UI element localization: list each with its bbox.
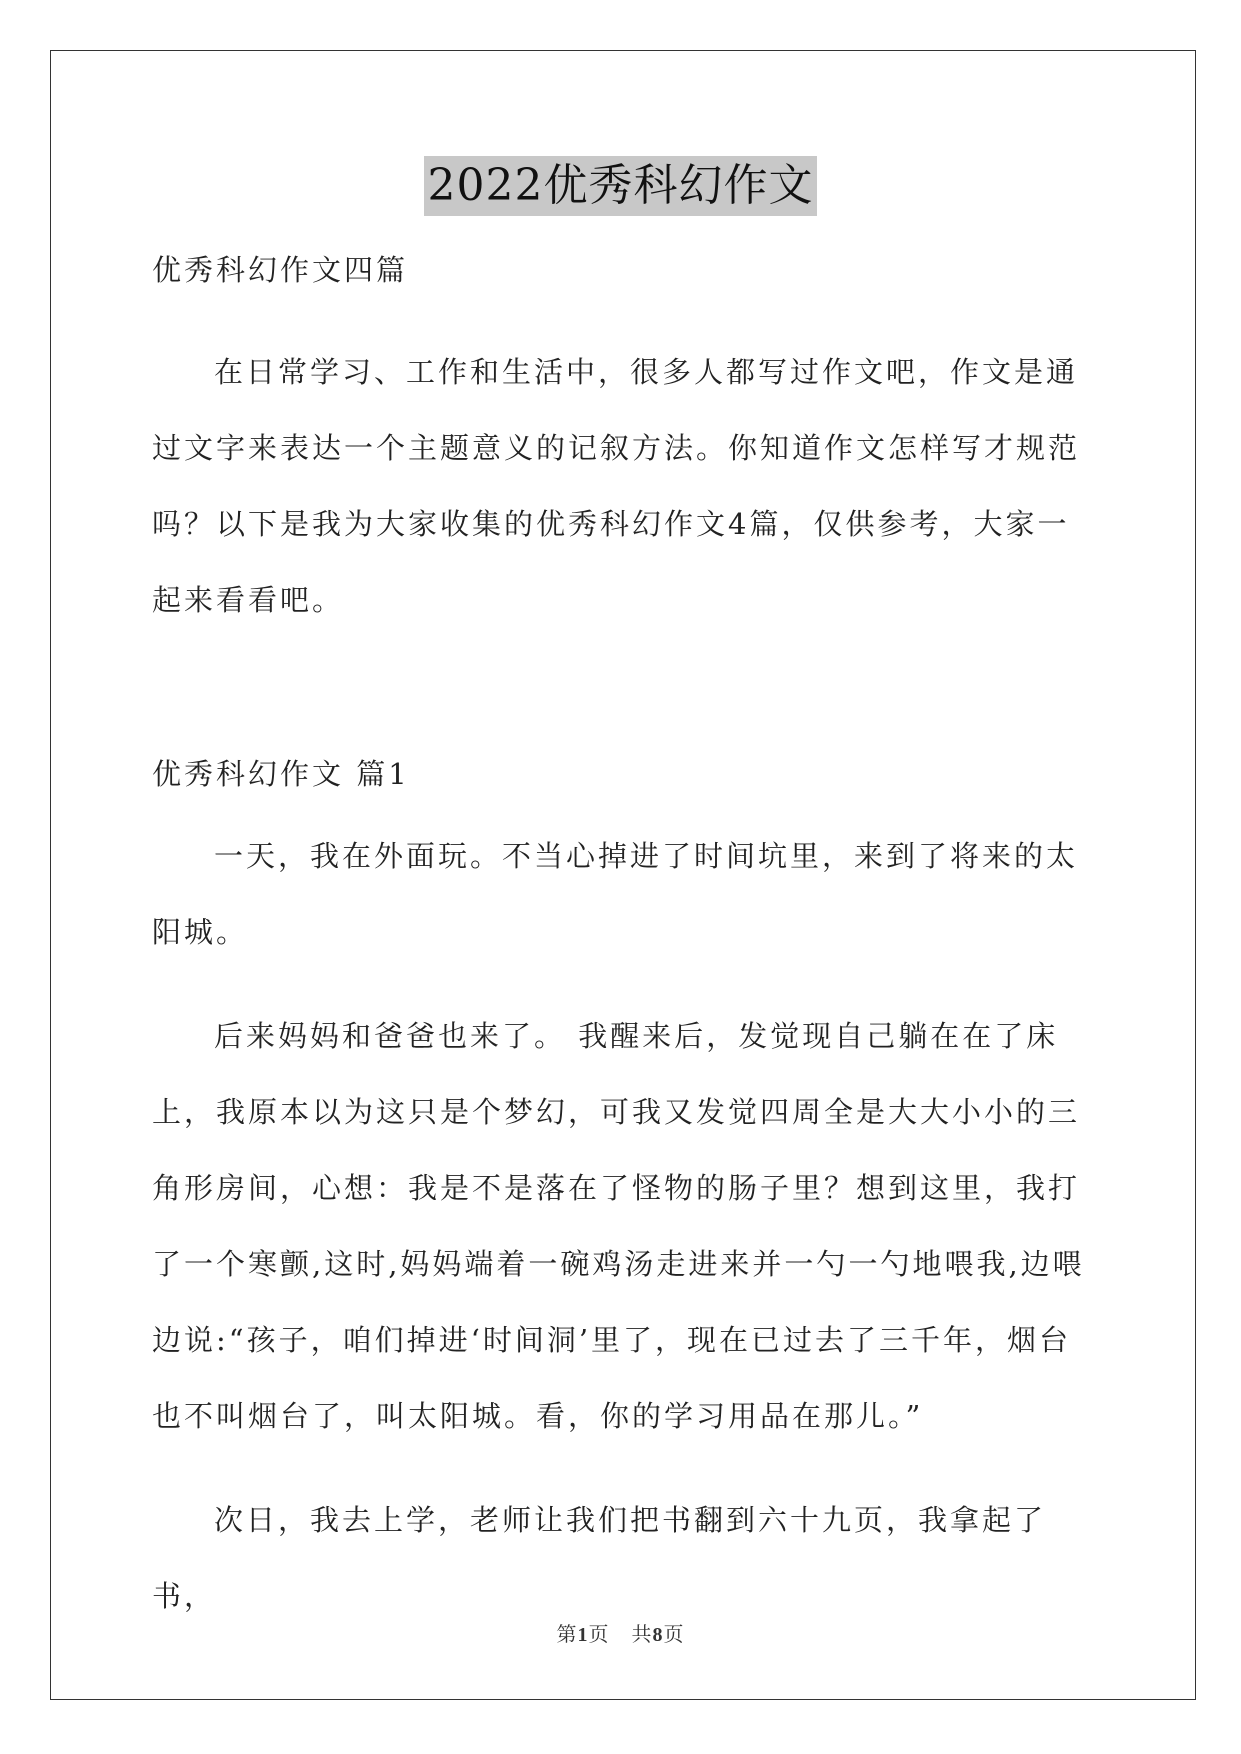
page-suffix: 页 [588, 1622, 610, 1646]
page-prefix: 第 [556, 1622, 578, 1646]
intro-paragraph: 在日常学习、工作和生活中，很多人都写过作文吧，作文是通过文字来表达一个主题意义的记叙方法。你知道作文怎样写才规范吗？以下是我为大家收集的优秀科幻作文4篇，仅供参考，大家一起来看看吧。 [152, 355, 1081, 617]
page-number: 1 [577, 1624, 589, 1646]
body-paragraph: 一天，我在外面玩。不当心掉进了时间坑里，来到了将来的太阳城。 [152, 839, 1079, 949]
total-suffix: 页 [663, 1622, 685, 1646]
document-title: 2022优秀科幻作文 [424, 156, 818, 216]
body-paragraph: 后来妈妈和爸爸也来了。 我醒来后，发觉现自己躺在在了床上，我原本以为这只是个梦幻，可我又发觉四周全是大大小小的三角形房间，心想：我是不是落在了怪物的肠子里？想到这里，我打了一个寒颤,这时,妈妈端着一碗鸡汤走进来并一勺一勺地喂我,边喂边说:“孩子，咱们掉进‘时间洞’里了，现在已过去了三千年，烟台也不叫烟台了，叫太阳城。看，你的学习用品在那儿。” [152, 1019, 1085, 1433]
section-heading: 优秀科幻作文 篇1 [152, 757, 410, 791]
total-prefix: 共 [631, 1622, 653, 1646]
body-paragraph: 次日，我去上学，老师让我们把书翻到六十九页，我拿起了书， [152, 1503, 1047, 1613]
title-container [0, 156, 1241, 216]
page-footer [0, 1618, 1241, 1647]
document-subtitle: 优秀科幻作文四篇 [152, 253, 409, 287]
total-pages: 8 [652, 1624, 664, 1646]
